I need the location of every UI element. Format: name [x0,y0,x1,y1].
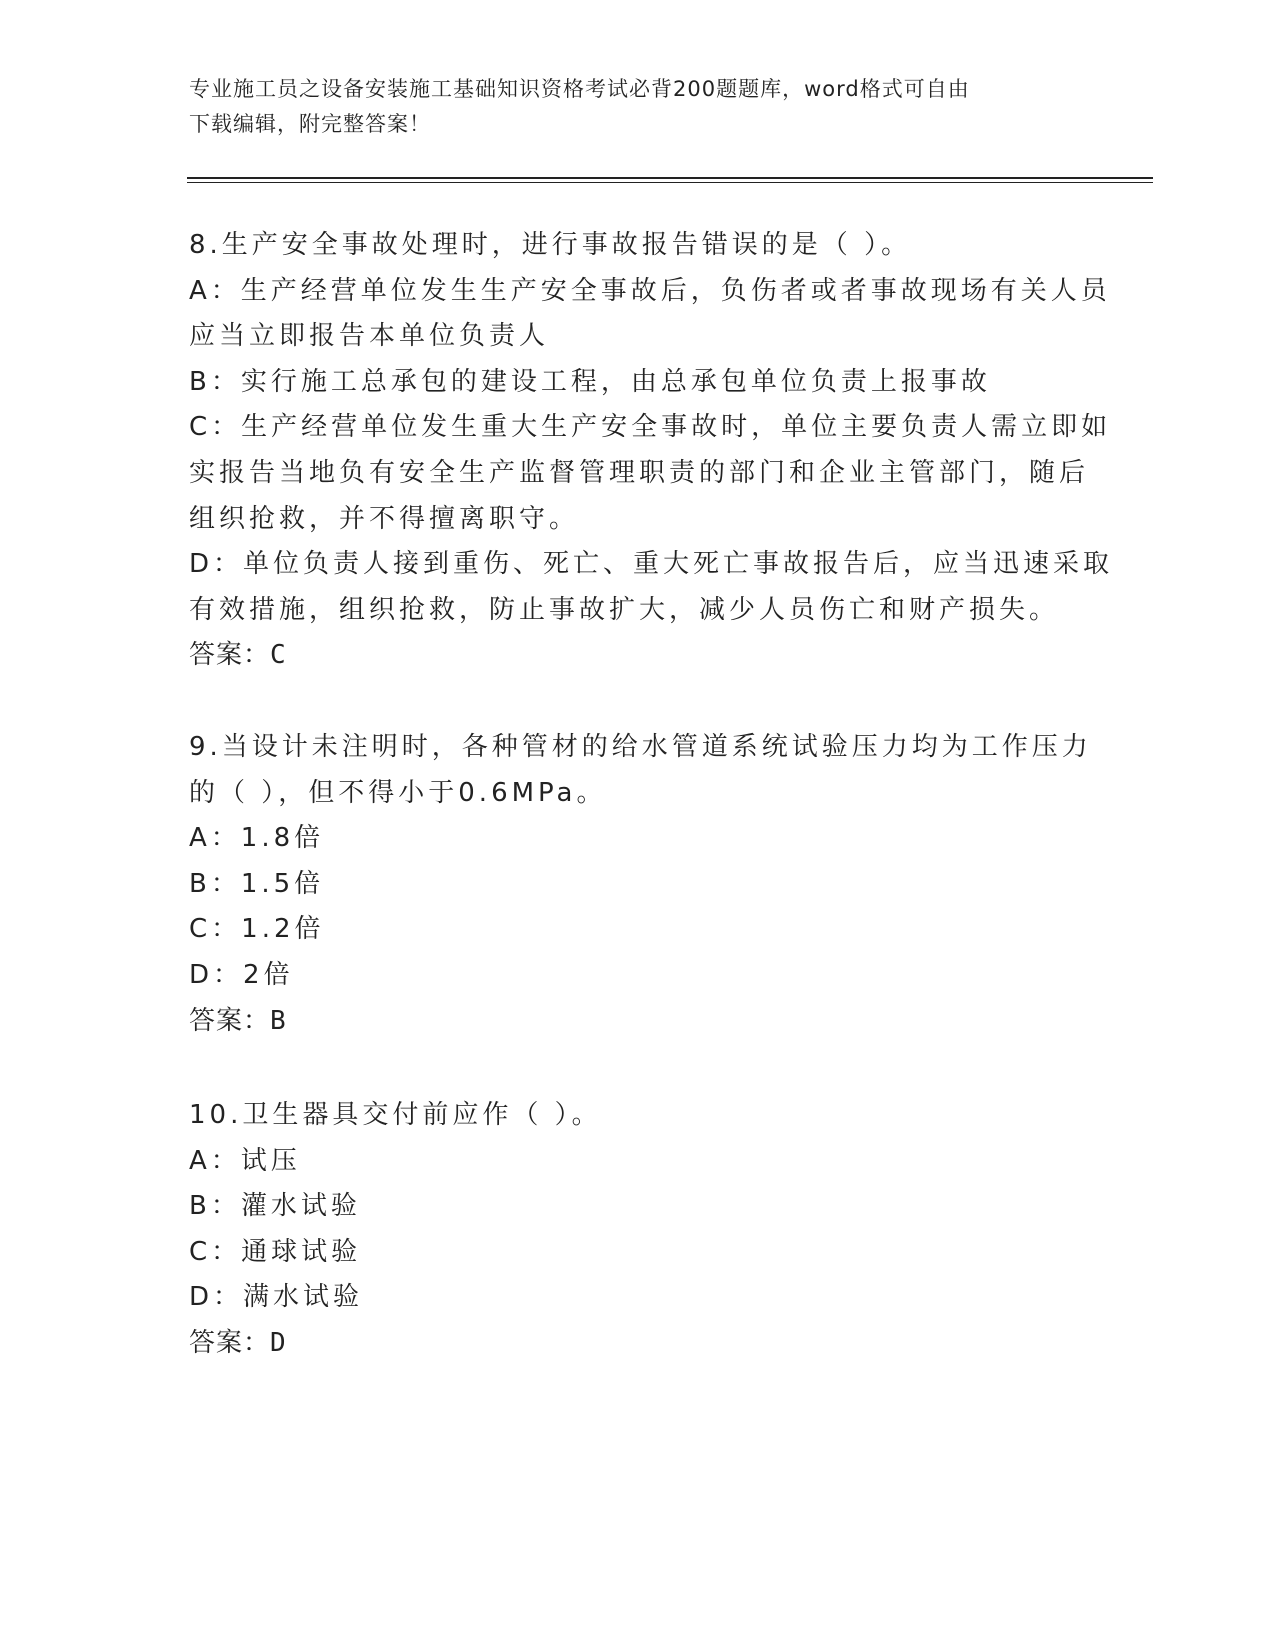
answer-label: 答案： [189,640,271,671]
option-a-cont: 应当立即报告本单位负责人 [189,321,550,352]
option-b: B：灌水试验 [189,1191,361,1222]
header-line-2: 下载编辑，附完整答案！ [189,112,431,136]
header-divider-thin [187,182,1153,183]
answer-label: 答案： [189,1005,271,1036]
question-stem: 10.卫生器具交付前应作（ ）。 [189,1100,602,1130]
option-d: D：单位负责人接到重伤、死亡、重大死亡事故报告后，应当迅速采取 [189,549,1114,580]
option-d: D：2倍 [189,959,294,990]
option-a: A：1.8倍 [189,823,325,854]
question-stem-cont: 的（ ），但不得小于0.6MPa。 [189,777,607,808]
question-stem: 8.生产安全事故处理时，进行事故报告错误的是（ ）。 [189,230,912,260]
header-line-1: 专业施工员之设备安装施工基础知识资格考试必背200题题库，word格式可自由 [189,77,970,101]
answer [189,999,1089,1045]
option-c-cont: 实报告当地负有安全生产监督管理职责的部门和企业主管部门，随后 [189,457,1090,488]
option-c: C：生产经营单位发生重大生产安全事故时，单位主要负责人需立即如 [189,412,1112,443]
document-header [189,72,1089,142]
question-10 [189,1093,1089,1367]
option-b: B：1.5倍 [189,868,325,899]
option-d-cont: 有效措施，组织抢救，防止事故扩大，减少人员伤亡和财产损失。 [189,594,1060,625]
answer-label: 答案： [189,1327,271,1358]
option-c: C：1.2倍 [189,914,325,945]
header-divider-thick [187,177,1153,179]
question-9 [189,725,1092,1044]
option-c: C：通球试验 [189,1236,362,1267]
option-a: A：试压 [189,1145,301,1176]
answer [189,1321,1089,1367]
option-b: B：实行施工总承包的建设工程，由总承包单位负责上报事故 [189,366,991,397]
answer [189,633,1089,679]
option-d: D：满水试验 [189,1282,364,1313]
answer-value: C [270,640,287,671]
option-c-cont: 组织抢救，并不得擅离职守。 [189,503,580,534]
question-stem: 9.当设计未注明时，各种管材的给水管道系统试验压力均为工作压力 [189,732,1092,762]
option-a: A：生产经营单位发生生产安全事故后，负伤者或者事故现场有关人员 [189,275,1111,306]
answer-value: B [270,1005,287,1036]
answer-value: D [270,1327,287,1358]
question-8 [189,223,1114,679]
